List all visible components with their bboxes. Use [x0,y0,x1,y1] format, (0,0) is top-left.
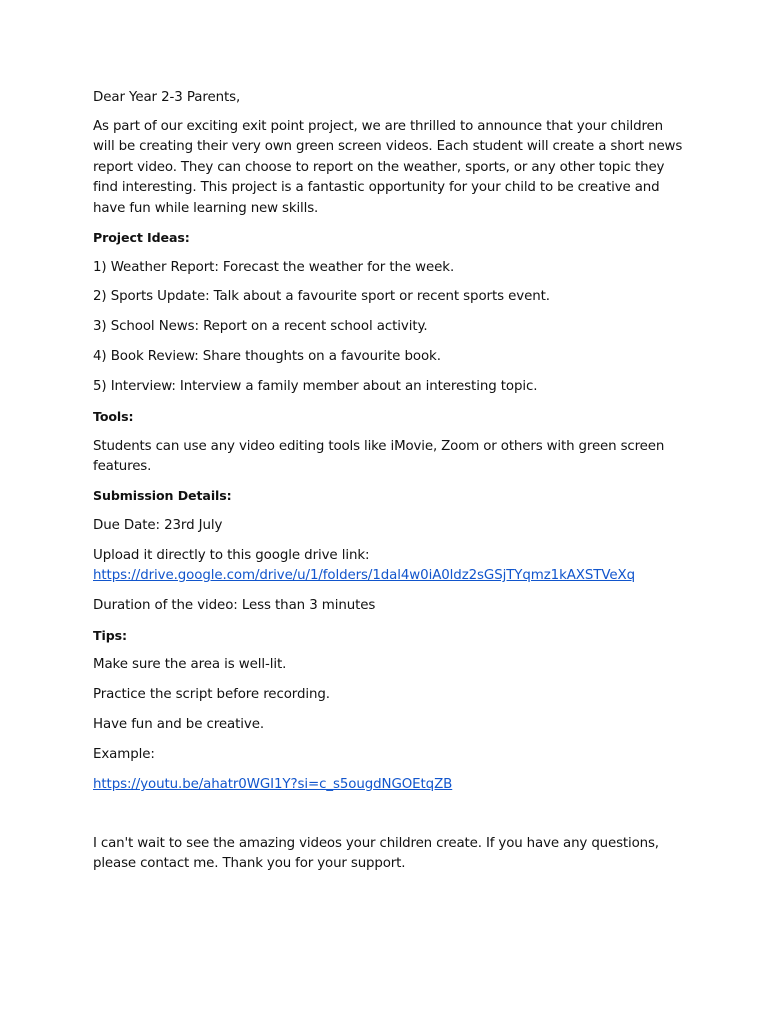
project-ideas-heading: Project Ideas: [93,230,190,245]
submission-heading: Submission Details: [93,488,232,503]
tip-item: Practice the script before recording. [93,687,330,702]
upload-text: Upload it directly to this google drive link: [93,548,370,563]
project-idea-item: 4) Book Review: Share thoughts on a favourite book. [93,349,441,364]
tools-heading: Tools: [93,409,134,424]
drive-link[interactable]: https://drive.google.com/drive/u/1/folders/1dal4w0iA0ldz2sGSjTYqmz1kAXSTVeXq [93,568,635,583]
intro-paragraph: As part of our exciting exit point project, we are thrilled to announce that your children will be creating their very own green screen videos. Each student will create a short news report video. They can choose to report on the weather, sports, or any other topic they find interesting. This project is a fantastic opportunity for your child to be creative and have fun while learning new skills. [93,119,683,216]
tip-item: Make sure the area is well-lit. [93,657,287,672]
drive-link-line [93,566,683,586]
example-link-line [93,775,683,795]
project-idea-item: 1) Weather Report: Forecast the weather for the week. [93,260,455,275]
closing-paragraph: I can't wait to see the amazing videos your children create. If you have any questions, please contact me. Thank you for your support. [93,836,659,872]
project-idea-item: 5) Interview: Interview a family member about an interesting topic. [93,379,538,394]
example-link[interactable]: https://youtu.be/ahatr0WGI1Y?si=c_s5ougdNGOEtqZB [93,777,453,792]
tools-text: Students can use any video editing tools like iMovie, Zoom or others with green screen features. [93,439,665,475]
tip-item: Have fun and be creative. [93,717,264,732]
due-date: Due Date: 23rd July [93,518,223,533]
project-idea-item: 2) Sports Update: Talk about a favourite sport or recent sports event. [93,289,550,304]
example-label: Example: [93,747,155,762]
tips-heading: Tips: [93,628,127,643]
project-idea-item: 3) School News: Report on a recent school activity. [93,319,428,334]
video-duration: Duration of the video: Less than 3 minutes [93,598,376,613]
greeting: Dear Year 2-3 Parents, [93,90,241,105]
